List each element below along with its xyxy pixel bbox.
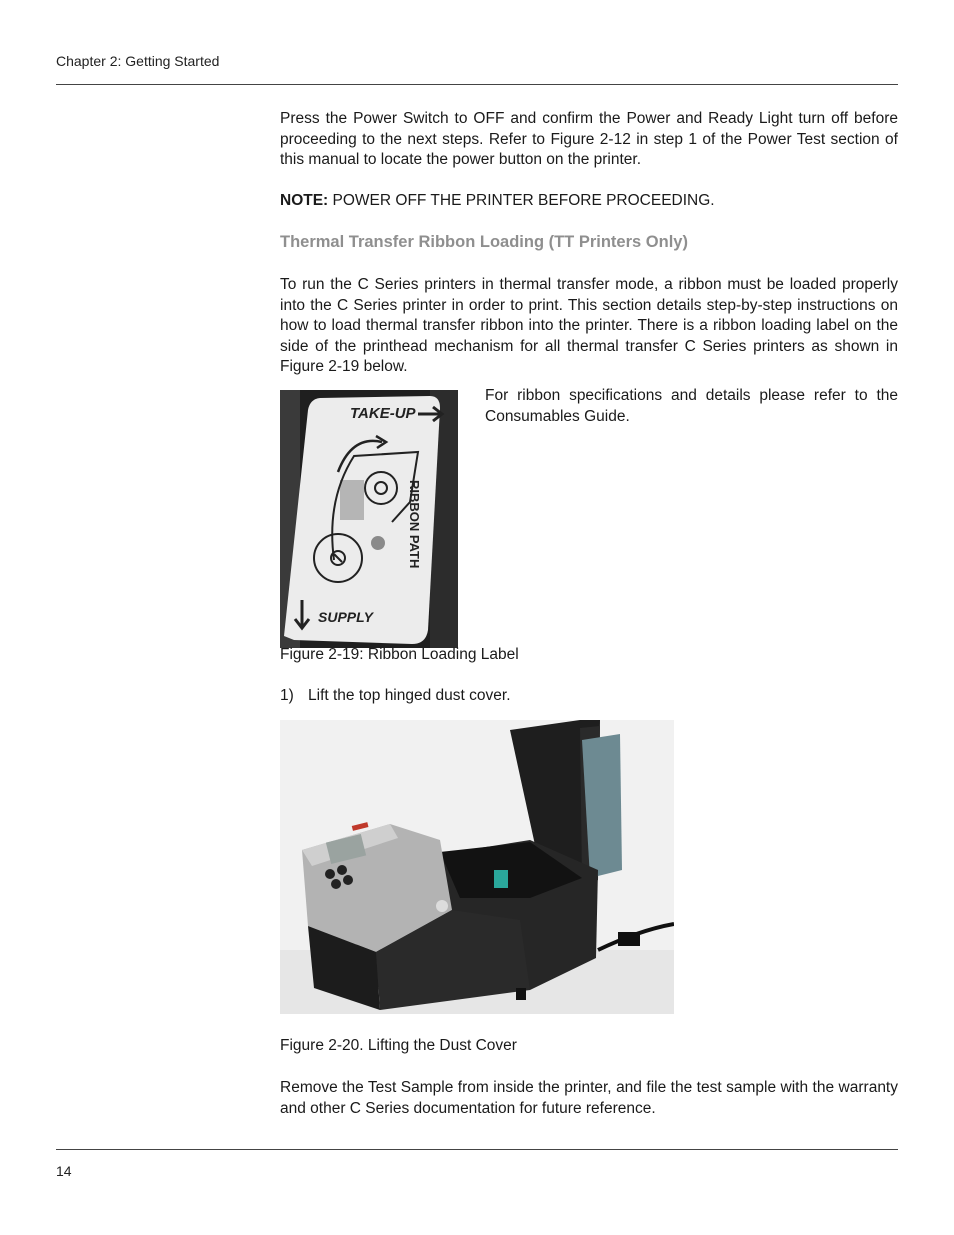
header-rule [56, 84, 898, 85]
section-heading: Thermal Transfer Ribbon Loading (TT Printers Only) [280, 233, 688, 251]
figure-ribbon-loading-label [280, 390, 458, 648]
intro-paragraph: Press the Power Switch to OFF and confirm the Power and Ready Light turn off before proceeding to the next steps. Refer to Figure 2-12 in step 1 of the Power Test section of this manual to locate the power button on the printer. [280, 110, 898, 169]
note-label: NOTE: [280, 192, 329, 209]
closing-paragraph: Remove the Test Sample from inside the printer, and file the test sample with the warranty and other C Series documentation for future reference. [280, 1079, 898, 1117]
note-paragraph [280, 191, 898, 212]
label-ribbon-path: RIBBON PATH [407, 480, 422, 569]
ribbon-spec-paragraph: For ribbon specifications and details please refer to the Consumables Guide. [485, 387, 898, 425]
figure-lifting-dust-cover [280, 720, 674, 1014]
note-text: POWER OFF THE PRINTER BEFORE PROCEEDING. [328, 192, 715, 209]
label-take-up: TAKE-UP [350, 405, 416, 422]
figure-2-19-caption: Figure 2-19: Ribbon Loading Label [280, 646, 519, 663]
step-1 [280, 687, 511, 705]
step-1-number: 1) [280, 687, 294, 704]
printer-illustration [280, 720, 674, 1014]
running-head: Chapter 2: Getting Started [56, 53, 220, 69]
footer-rule [56, 1149, 898, 1150]
section-paragraph: To run the C Series printers in thermal transfer mode, a ribbon must be loaded properly into the C Series printer in order to print. This section details step-by-step instructions on how to load thermal transfer ribbon into the printer. There is a ribbon loading label on the side of the printhead mechanism for all thermal transfer C Series printers as shown in Figure 2-19 below. [280, 276, 898, 376]
step-1-text: Lift the top hinged dust cover. [308, 687, 511, 704]
ribbon-label-illustration [280, 390, 458, 648]
label-supply: SUPPLY [318, 609, 373, 625]
figure-2-20-caption: Figure 2-20. Lifting the Dust Cover [280, 1037, 517, 1054]
page-number: 14 [56, 1163, 72, 1179]
